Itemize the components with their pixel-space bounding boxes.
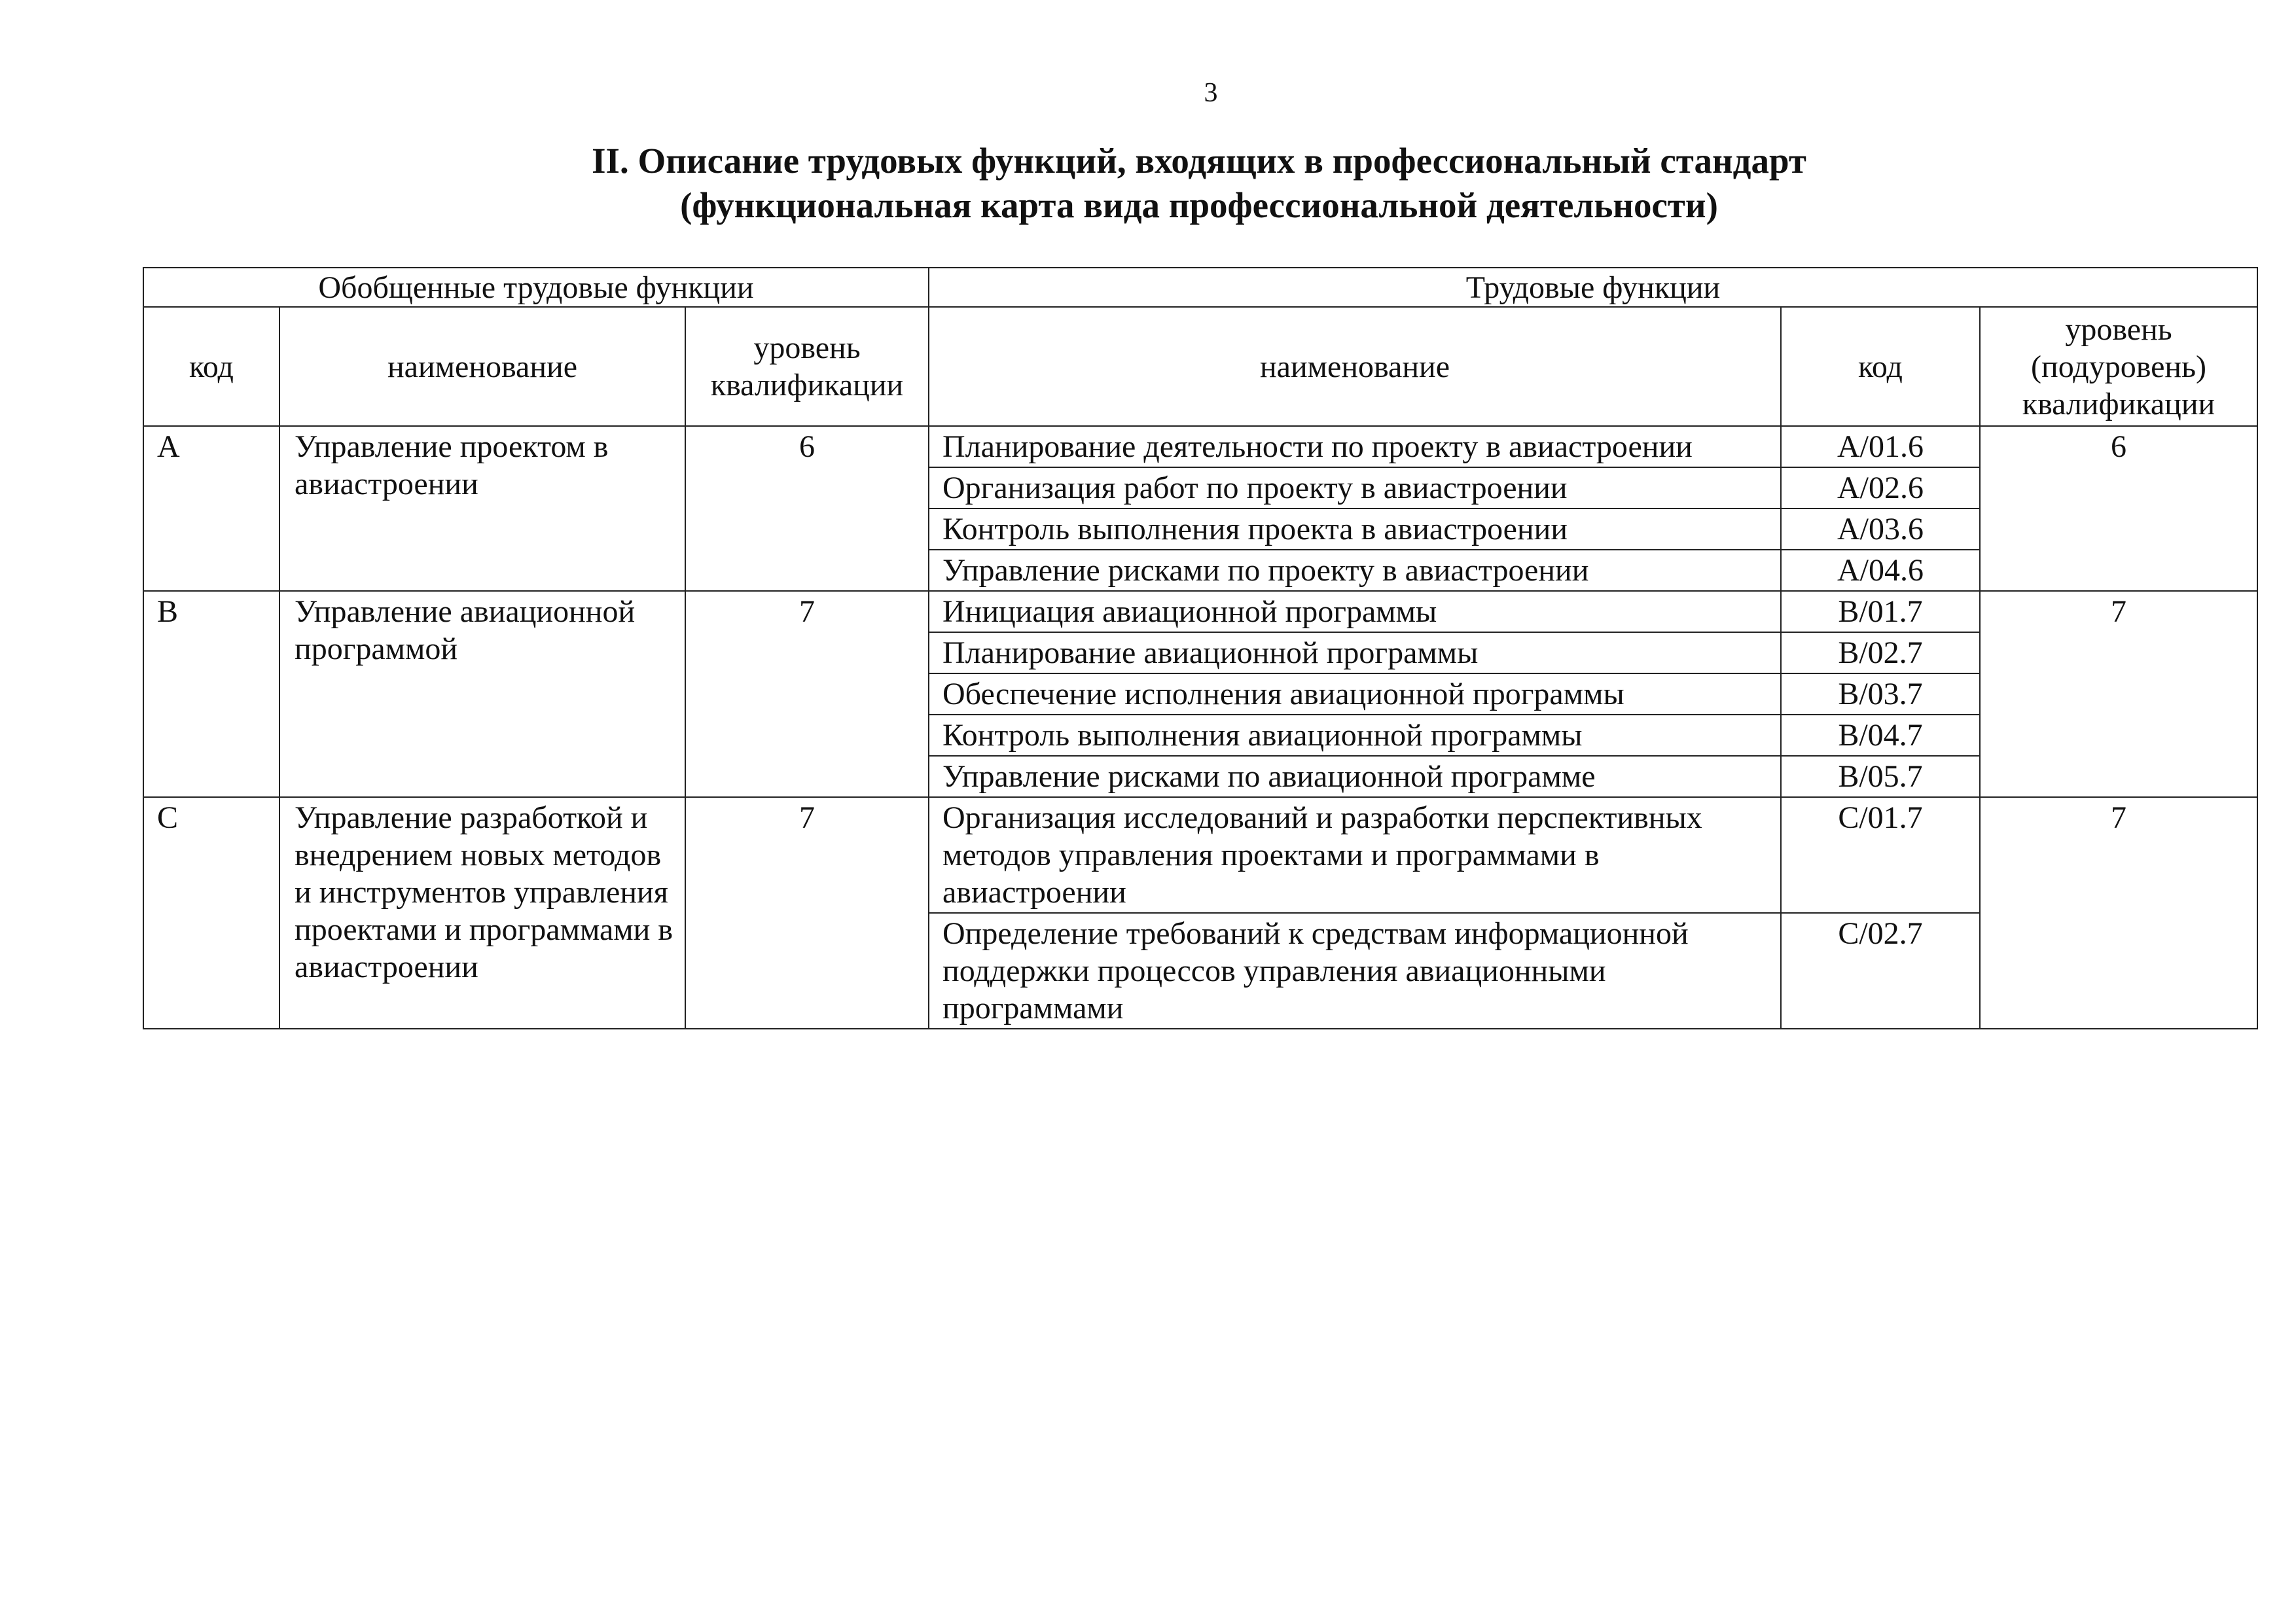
gen-function-code: B — [143, 591, 279, 797]
functional-map-table — [143, 267, 2258, 1029]
functional-map-table-wrapper — [143, 267, 2257, 1029]
gen-function-code: A — [143, 426, 279, 591]
gen-function-level: 7 — [685, 797, 929, 1029]
gen-function-name: Управление разработкой и внедрением новых методов и инструментов управления проектами и программами в авиастроении — [279, 797, 685, 1029]
labor-function-code: A/02.6 — [1781, 467, 1980, 508]
labor-function-code: B/05.7 — [1781, 756, 1980, 797]
fn-code-column-header: код — [1781, 307, 1980, 426]
labor-function-code: A/04.6 — [1781, 550, 1980, 591]
labor-function-name: Инициация авиационной программы — [929, 591, 1781, 632]
section-title-line-2: (функциональная карта вида профессиональной деятельности) — [680, 185, 1718, 225]
labor-function-name: Обеспечение исполнения авиационной программы — [929, 673, 1781, 715]
labor-function-code: C/02.7 — [1781, 913, 1980, 1029]
labor-function-name: Контроль выполнения авиационной программы — [929, 715, 1781, 756]
gen-function-level: 7 — [685, 591, 929, 797]
labor-function-sublevel: 7 — [1980, 591, 2257, 797]
labor-function-name: Определение требований к средствам информационной поддержки процессов управления авиационными программами — [929, 913, 1781, 1029]
page-number: 3 — [1204, 78, 1218, 108]
labor-function-code: B/04.7 — [1781, 715, 1980, 756]
generalized-functions-header: Обобщенные трудовые функции — [143, 268, 929, 307]
labor-function-name: Организация исследований и разработки перспективных методов управления проектами и программами в авиастроении — [929, 797, 1781, 913]
section-title — [0, 139, 2296, 228]
table-row — [143, 591, 2257, 632]
gen-function-level: 6 — [685, 426, 929, 591]
table-row — [143, 426, 2257, 467]
table-row — [143, 797, 2257, 913]
labor-function-code: A/01.6 — [1781, 426, 1980, 467]
labor-function-name: Управление рисками по авиационной программе — [929, 756, 1781, 797]
fn-name-column-header: наименование — [929, 307, 1781, 426]
labor-function-name: Управление рисками по проекту в авиастроении — [929, 550, 1781, 591]
labor-function-name: Планирование авиационной программы — [929, 632, 1781, 673]
labor-function-name: Планирование деятельности по проекту в авиастроении — [929, 426, 1781, 467]
labor-function-code: B/03.7 — [1781, 673, 1980, 715]
section-title-line-1: II. Описание трудовых функций, входящих в профессиональный стандарт — [592, 141, 1806, 181]
gen-function-code: C — [143, 797, 279, 1029]
labor-function-sublevel: 6 — [1980, 426, 2257, 591]
labor-function-name: Организация работ по проекту в авиастроении — [929, 467, 1781, 508]
labor-function-code: A/03.6 — [1781, 508, 1980, 550]
fn-level-column-header: уровень (подуровень) квалификации — [1980, 307, 2257, 426]
labor-function-code: C/01.7 — [1781, 797, 1980, 913]
gen-code-column-header: код — [143, 307, 279, 426]
labor-function-name: Контроль выполнения проекта в авиастроении — [929, 508, 1781, 550]
labor-function-code: B/02.7 — [1781, 632, 1980, 673]
gen-function-name: Управление авиационной программой — [279, 591, 685, 797]
gen-name-column-header: наименование — [279, 307, 685, 426]
labor-functions-header: Трудовые функции — [929, 268, 2257, 307]
gen-function-name: Управление проектом в авиастроении — [279, 426, 685, 591]
labor-function-sublevel: 7 — [1980, 797, 2257, 1029]
gen-level-column-header: уровень квалификации — [685, 307, 929, 426]
labor-function-code: B/01.7 — [1781, 591, 1980, 632]
